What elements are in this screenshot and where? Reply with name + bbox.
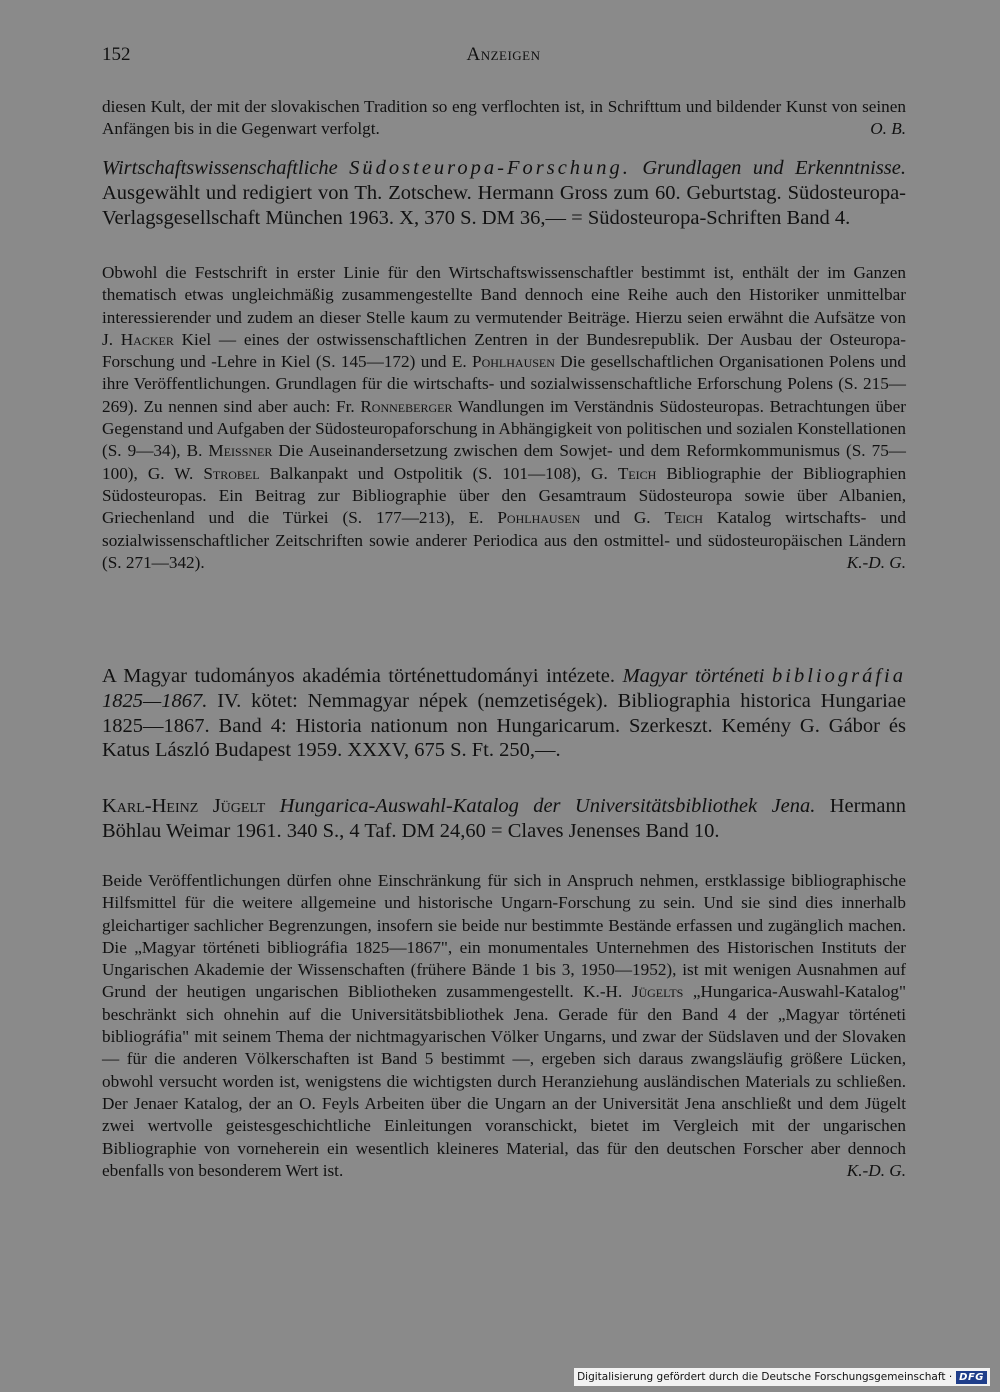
entry-1-title-spaced: Südosteuropa-Forschung.	[349, 157, 631, 179]
review-1-signature: O. B.	[870, 119, 906, 139]
author-name: Pohlhausen	[472, 352, 555, 372]
review-2-text: Obwohl die Festschrift in erster Linie für den Wirtschaftswissenschaftler bestimmt ist, enthält der im Ganzen thematisch etwas ungleichmäßig zusammengestellte Band dennoch eine Reihe auch den Historiker unmittelbar interessierender und zudem an dieser Stelle kaum zu vermutender Beiträge. Hierzu seien erwähnt die Aufsätze von J.	[102, 263, 906, 349]
page-number: 152	[102, 44, 131, 65]
review-3	[102, 870, 906, 1182]
author-name: Hacker	[120, 329, 174, 349]
dfg-logo-icon: DFG	[956, 1371, 987, 1384]
review-3-text: „Hungarica-Auswahl-Katalog" beschränkt sich ohnehin auf die Universitätsbibliothek Jena. Gerade für den Band 4 der „Magyar történeti bibliográfia" mit seinem Thema der nichtmagyarischen Völker Ungarns, und zwar der Südslaven und der Slovaken — für die anderen Völkerschaften ist Band 5 bestimmt —, ergeben sich daraus zwangsläufig größere Lücken, obwohl versucht worden ist, wenigstens die wichtigsten durch Heranziehung ausländischen Materials zu schließen. Der Jenaer Katalog, der an O. Feyls Arbeiten über die Ungarn an der Universität Jena anschließt und dem Jügelt zwei wertvolle geistesgeschichtliche Einleitungen voranschickt, bietet im Vergleich mit der ungarischen Bibliographie von vorneherein ein wesentlich kleineres Material, das für den deutschen Forscher aber dennoch ebenfalls von besonderem Wert ist.	[102, 982, 906, 1180]
entry-2-title-years: 1825—1867.	[102, 689, 208, 712]
entry-2-author: A Magyar tudományos akadémia történettudományi intézete.	[102, 665, 616, 687]
bibliographic-entry-1	[102, 156, 906, 230]
review-3-text: Beide Veröffentlichungen dürfen ohne Einschränkung für sich in Anspruch nehmen, erstklassige bibliographische Hilfsmittel für die weitere allgemeine und historische Ungarn-Forschung zu sein. Und sie sind dies innerhalb gleichartiger sachlicher Begrenzungen, insofern sie beide nur bestimmte Bestände erfassen und zugänglich machen. Die „Magyar történeti bibliográfia 1825—1867", ein monumentales Unternehmen des Historischen Instituts der Ungarischen Akademie der Wissenschaften (frühere Bände 1 bis 3, 1950—1952), ist mit wenigen Ausnahmen auf Grund der heutigen ungarischen Bibliotheken zusammengestellt. K.-H.	[102, 871, 906, 1002]
review-1-text: diesen Kult, der mit der slovakischen Tradition so eng verflochten ist, in Schrifttum und bildender Kunst von seinen Anfängen bis in die Gegenwart verfolgt.	[102, 97, 906, 139]
running-title: Anzeigen	[466, 44, 541, 65]
review-2-text: Die gesellschaftlichen Organisationen Polens und ihre Veröffentlichungen. Grundlagen für die wirtschafts- und sozialwissenschaftliche Erforschung Polens (S. 215—269). Zu nennen sind aber auch: Fr.	[102, 352, 907, 416]
review-1-ending	[102, 96, 906, 141]
bibliographic-entry-2	[102, 664, 906, 763]
author-name: Pohlhausen	[497, 508, 581, 528]
review-3-signature: K.-D. G.	[846, 1160, 906, 1180]
entry-2-title: Magyar történeti	[622, 665, 765, 687]
entry-3-author: Karl-Heinz Jügelt	[102, 795, 266, 817]
review-2-text: Katalog wirtschafts- und sozialwissenschaftlicher Zeitschriften sowie anderer Periodica aus den ostmittel- und südosteuropäischen Ländern (S. 271—342).	[102, 508, 906, 572]
review-2-text: Bibliographie der Bibliographien Südosteuropas. Ein Beitrag zur Bibliographie über den Gesamtraum Südosteuropa sowie über Albanien, Griechenland und die Türkei (S. 177—213), E.	[102, 463, 907, 528]
page-header	[102, 44, 905, 74]
author-name: Jügelts	[631, 982, 684, 1002]
author-name: Teich	[617, 463, 657, 483]
footer-text: Digitalisierung gefördert durch die Deutsche Forschungsgemeinschaft ·	[577, 1371, 953, 1383]
review-2-text: und G.	[594, 508, 651, 528]
entry-1-title-part2: Grundlagen und Erkenntnisse.	[642, 157, 906, 179]
author-name: Teich	[664, 508, 703, 528]
author-name: Strobel	[203, 463, 260, 483]
review-2-text: Balkanpakt und Ostpolitik (S. 101—108), G.	[269, 463, 608, 483]
review-2-signature: K.-D. G.	[846, 552, 906, 572]
entry-2-title-spaced: bibliográfia	[772, 665, 906, 687]
review-2	[102, 262, 906, 574]
review-2-text: Wandlungen im Verständnis Südosteuropas. Betrachtungen über Gegenstand und Aufgaben der Südosteuropaforschung in Abhängigkeit von politischen und sozialen Konstellationen (S. 9—34), B.	[102, 396, 907, 461]
entry-1-details: Ausgewählt und redigiert von Th. Zotschew. Hermann Gross zum 60. Geburtstag. Südosteuropa-Verlagsgesellschaft München 1963. X, 370 S. DM 36,— = Südosteuropa-Schriften Band 4.	[102, 181, 906, 229]
entry-3-details: Hermann Böhlau Weimar 1961. 340 S., 4 Taf. DM 24,60 = Claves Jenenses Band 10.	[102, 795, 906, 842]
review-2-text: Kiel — eines der ostwissenschaftlichen Zentren in der Bundesrepublik. Der Ausbau der Osteuropa-Forschung und -Lehre in Kiel (S. 145—172) und E.	[102, 329, 907, 372]
author-name: Ronneberger	[360, 396, 453, 416]
author-name: Meissner	[208, 441, 273, 461]
entry-3-title: Hungarica-Auswahl-Katalog der Universitätsbibliothek Jena.	[279, 795, 816, 817]
entry-1-title-part1: Wirtschaftswissenschaftliche	[102, 157, 338, 179]
review-2-text: Die Auseinandersetzung zwischen dem Sowjet- und dem Reformkommunismus (S. 75—100), G. W.	[102, 441, 906, 483]
digitization-footer	[574, 1368, 990, 1386]
bibliographic-entry-3	[102, 794, 906, 844]
entry-2-details: IV. kötet: Nemmagyar népek (nemzetiségek). Bibliographia historica Hungariae 1825—1867. Band 4: Historia nationum non Hungaricarum. Szerkeszt. Kemény G. Gábor és Katus László Budapest 1959. XXXV, 675 S. Ft. 250,—.	[102, 689, 906, 762]
